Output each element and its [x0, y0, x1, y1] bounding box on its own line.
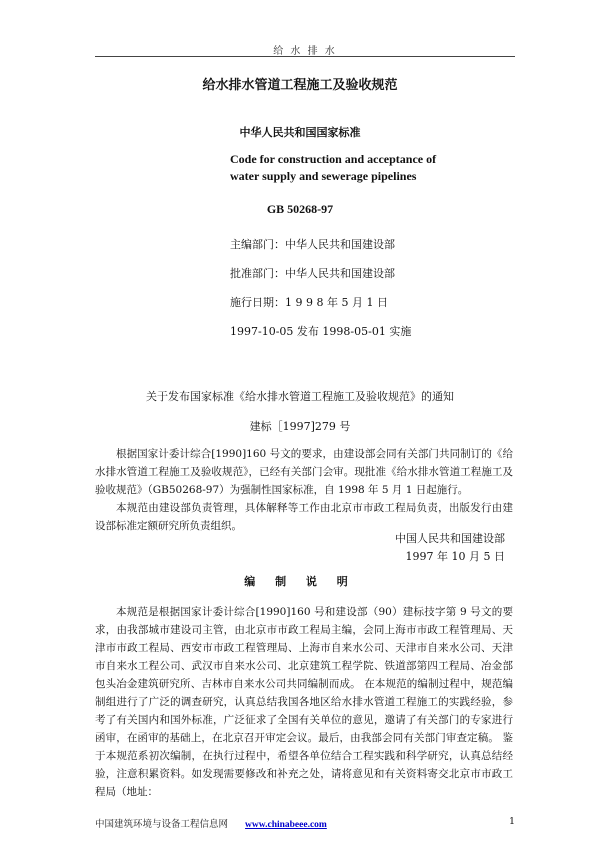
editor-department: 主编部门：中华人民共和国建设部	[230, 238, 395, 251]
notice-paragraph-2: 本规范由建设部负责管理，具体解释等工作由北京市市政工程局负责，出版发行由建设部标准定额研究所负责组织。	[95, 502, 513, 532]
english-title	[230, 151, 436, 185]
page-footer	[95, 816, 515, 830]
notice-paragraph-1: 根据国家计委计综合[1990]160 号文的要求，由建设部会同有关部门共同制订的《给水排水管道工程施工及验收规范》，已经有关部门会审。现批准《给水排水管道工程施工及验收规范》（GB50268-97）为强制性国家标准，自 1998 年 5 月 1 日起施行。	[95, 448, 513, 496]
notice-title: 关于发布国家标准《给水排水管道工程施工及验收规范》的通知	[146, 390, 454, 403]
english-title-line-1: Code for construction and acceptance of	[230, 152, 437, 166]
effective-date: 施行日期：1 9 9 8 年 5 月 1 日	[230, 296, 388, 309]
notice-number: 建标［1997]279 号	[249, 420, 351, 433]
signatory: 中国人民共和国建设部	[395, 532, 505, 545]
footer-source: 中国建筑环境与设备工程信息网	[95, 819, 229, 830]
standard-code: GB 50268-97	[266, 202, 334, 216]
english-title-line-2: water supply and sewerage pipelines	[230, 169, 417, 183]
page-number: 1	[508, 816, 515, 827]
running-header: 给 水 排 水	[273, 46, 337, 57]
approval-department: 批准部门：中华人民共和国建设部	[230, 267, 395, 280]
standard-type: 中华人民共和国国家标准	[239, 126, 361, 139]
header-rule	[95, 56, 515, 57]
signed-date: 1997 年 10 月 5 日	[405, 550, 505, 563]
section-body: 本规范是根据国家计委计综合[1990]160 号和建设部（90）建标技字第 9 号文的要求，由我部城市建设司主管，由北京市市政工程局主编，会同上海市市政工程管理局、天津市市政工程局、西安市市政工程管理局、上海市自来水公司、天津市自来水公司、天津市自来水工程公司、武汉市自来水公司、北京建筑工程学院、铁道部第四工程局、冶金部包头冶金建筑研究所、吉林市自来水公司共同编制而成。 在本规范的编制过程中，规范编制组进行了广泛的调查研究，认真总结我国各地区给水排水管道工程施工的实践经验，参考了有关国内和国外标准，广泛征求了全国有关单位的意见，邀请了有关部门的专家进行函审，在函审的基础上，在北京召开审定会议。最后，由我部会同有关部门审查定稿。 鉴于本规范系初次编制，在执行过程中，希望各单位结合工程实践和科学研究，认真总结经验，注意积累资料。如发现需要修改和补充之处，请将意见和有关资料寄交北京市市政工程局（地址：	[95, 606, 513, 798]
release-dates: 1997-10-05 发布 1998-05-01 实施	[230, 325, 412, 338]
document-title: 给水排水管道工程施工及验收规范	[202, 78, 398, 93]
section-heading: 编 制 说 明	[244, 575, 356, 588]
footer-link[interactable]: www.chinabeee.com	[245, 820, 327, 830]
